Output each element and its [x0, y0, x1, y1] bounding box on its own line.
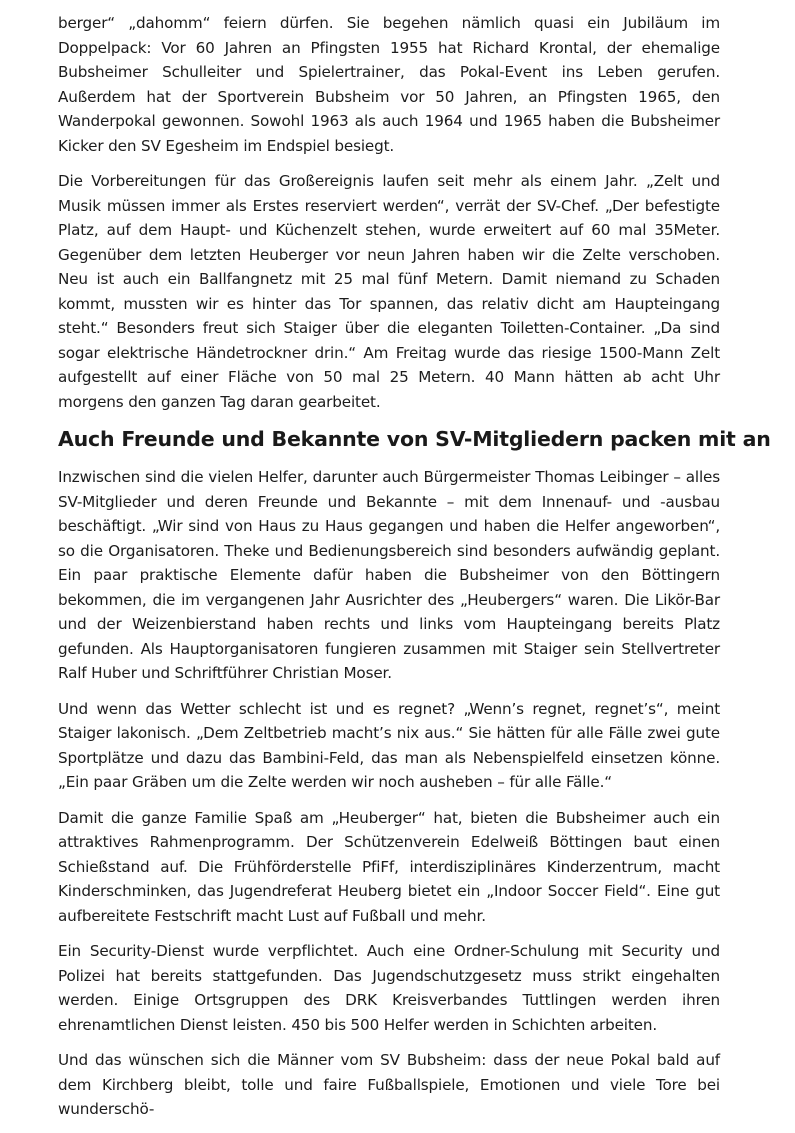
article-paragraph: Und wenn das Wetter schlecht ist und es regnet? „Wenn’s regnet, regnet’s“, meint Staiger lakonisch. „Dem Zeltbetrieb macht’s nix aus.“ Sie hätten für alle Fälle zwei gute Sportplätze und dazu das Bambini-Feld, das man als Nebenspielfeld einsetzen könne. „Ein paar Gräben um die Zelte werden wir noch ausheben – für alle Fälle.“ [58, 699, 720, 791]
article-paragraph: berger“ „dahomm“ feiern dürfen. Sie begehen nämlich quasi ein Jubiläum im Doppelpack: Vor 60 Jahren an Pfingsten 1955 hat Richard Krontal, der ehemalige Bubsheimer Schulleiter und Spielertrainer, das Pokal-Event ins Leben gerufen. Außerdem hat der Sportverein Bubsheim vor 50 Jahren, an Pfingsten 1965, den Wanderpokal gewonnen. Sowohl 1963 als auch 1964 und 1965 haben die Bubsheimer Kicker den SV Egesheim im Endspiel besiegt. [58, 14, 720, 155]
article-paragraph: Ein Security-Dienst wurde verpflichtet. Auch eine Ordner-Schulung mit Security und Polizei hat bereits stattgefunden. Das Jugendschutzgesetz muss strikt eingehalten werden. Einige Ortsgruppen des DRK Kreisverbandes Tuttlingen werden ihren ehrenamtlichen Dienst leisten. 450 bis 500 Helfer werden in Schichten arbeiten. [58, 942, 720, 1034]
section-subheading: Auch Freunde und Bekannte von SV-Mitgliedern packen mit an [58, 427, 771, 451]
article-paragraph: Und das wünschen sich die Männer vom SV Bubsheim: dass der neue Pokal bald auf dem Kirchberg bleibt, tolle und faire Fußballspiele, Emotionen und viele Tore bei wunderschö- [58, 1051, 720, 1118]
article-body [58, 0, 771, 1133]
article-paragraph: Damit die ganze Familie Spaß am „Heuberger“ hat, bieten die Bubsheimer auch ein attraktives Rahmenprogramm. Der Schützenverein Edelweiß Böttingen baut einen Schießstand auf. Die Frühförderstelle PfiFf, interdisziplinäres Kinderzentrum, macht Kinderschminken, das Jugendreferat Heuberg bietet ein „Indoor Soccer Field“. Eine gut aufbereitete Festschrift macht Lust auf Fußball und mehr. [58, 808, 720, 925]
article-paragraph: Inzwischen sind die vielen Helfer, darunter auch Bürgermeister Thomas Leibinger – alles SV-Mitglieder und deren Freunde und Bekannte – mit dem Innenauf- und -ausbau beschäftigt. „Wir sind von Haus zu Haus gegangen und haben die Helfer angeworben“, so die Organisatoren. Theke und Bedienungsbereich sind besonders aufwändig geplant. Ein paar praktische Elemente dafür haben die Bubsheimer von den Böttingern bekommen, die im vergangenen Jahr Ausrichter des „Heubergers“ waren. Die Likör-Bar und der Weizenbierstand haben rechts und links vom Haupteingang bereits Platz gefunden. Als Hauptorganisatoren fungieren zusammen mit Staiger sein Stellvertreter Ralf Huber und Schriftführer Christian Moser. [58, 468, 720, 682]
article-paragraph: Die Vorbereitungen für das Großereignis laufen seit mehr als einem Jahr. „Zelt und Musik müssen immer als Erstes reserviert werden“, verrät der SV-Chef. „Der befestigte Platz, auf dem Haupt- und Küchenzelt stehen, wurde erweitert auf 60 mal 35Meter. Gegenüber dem letzten Heuberger vor neun Jahren haben wir die Zelte verschoben. Neu ist auch ein Ballfangnetz mit 25 mal fünf Metern. Damit niemand zu Schaden kommt, mussten wir es hinter das Tor spannen, das relativ dicht am Haupteingang steht.“ Besonders freut sich Staiger über die eleganten Toiletten-Container. „Da sind sogar elektrische Händetrockner drin.“ Am Freitag wurde das riesige 1500-Mann Zelt aufgestellt auf einer Fläche von 50 mal 25 Metern. 40 Mann hätten ab acht Uhr morgens den ganzen Tag daran gearbeitet. [58, 172, 720, 411]
